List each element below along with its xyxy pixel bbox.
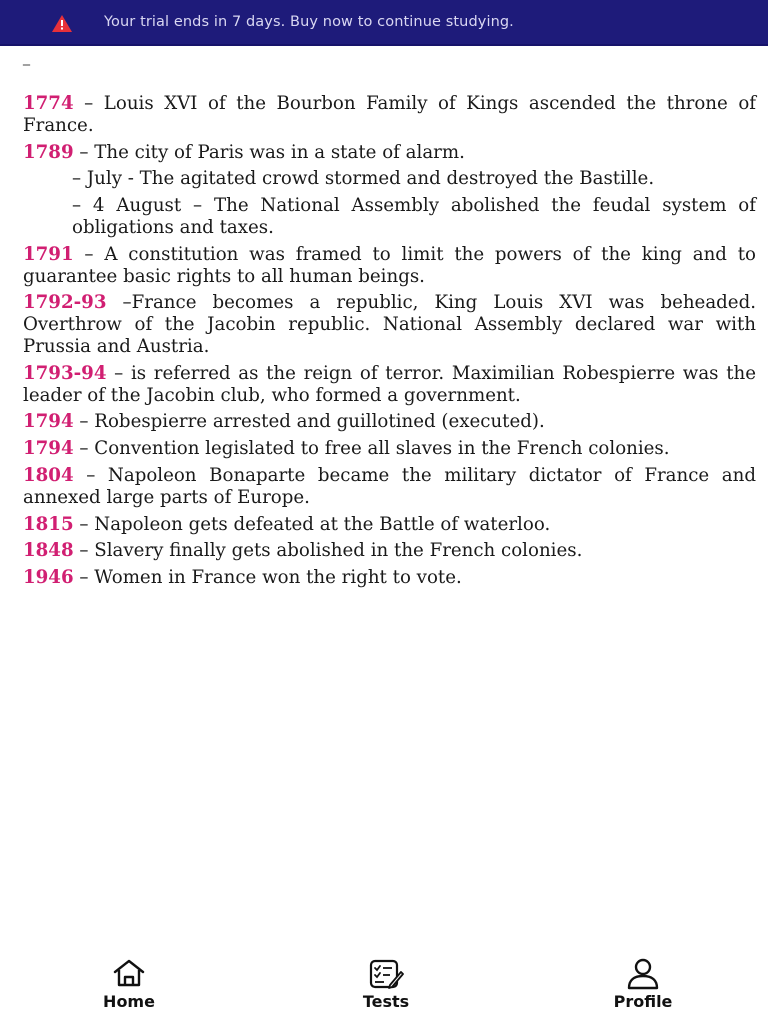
nav-profile-button[interactable] [583, 950, 703, 1022]
entry-year: 1774 [23, 93, 74, 114]
nav-home-label: Home [103, 992, 155, 1011]
entry-text: – Convention legislated to free all slaves in the French colonies. [73, 438, 670, 460]
entry-year: 1815 [23, 513, 74, 535]
timeline-entry [23, 142, 756, 164]
timeline-entry [23, 411, 756, 433]
trial-banner[interactable] [0, 0, 768, 46]
timeline-entry [23, 93, 756, 137]
tests-icon [368, 958, 404, 990]
profile-icon [625, 958, 661, 990]
nav-tests-button[interactable] [326, 950, 446, 1022]
entry-text: – Women in France won the right to vote. [73, 567, 462, 589]
timeline-entry [23, 567, 756, 589]
home-icon [111, 958, 147, 988]
nav-home-button[interactable] [69, 950, 189, 1022]
entry-text: –France becomes a republic, King Louis XVI was beheaded. Overthrow of the Jacobin republic. National Assembly declared war with Prussia and Austria. [23, 292, 756, 357]
entry-year: 1848 [23, 540, 74, 562]
entry-year: 1791 [23, 243, 74, 265]
entry-year: 1804 [23, 464, 74, 486]
separator-dash: _ [23, 50, 30, 66]
warning-icon [52, 15, 72, 32]
timeline-entry [23, 514, 756, 536]
timeline-entry [23, 244, 756, 288]
timeline-entry [23, 465, 756, 509]
entry-year: 1792-93 [23, 292, 107, 314]
entry-text: – is referred as the reign of terror. Maximilian Robespierre was the leader of the Jacobin club, who formed a government. [23, 362, 756, 406]
entry-year: 1794 [23, 411, 74, 433]
entry-year: 1946 [23, 567, 74, 589]
timeline-content [23, 93, 756, 594]
timeline-subentry: – 4 August – The National Assembly abolished the feudal system of obligations and taxes. [72, 195, 756, 238]
entry-text: – Napoleon Bonaparte became the military dictator of France and annexed large parts of Europe. [23, 464, 756, 508]
entry-year: 1793-94 [23, 362, 107, 384]
timeline-subentry: – July - The agitated crowd stormed and destroyed the Bastille. [72, 168, 655, 190]
timeline-entry [23, 540, 756, 562]
entry-year: 1794 [23, 438, 74, 460]
trial-message: Your trial ends in 7 days. Buy now to continue studying. [104, 14, 514, 30]
entry-text: – Slavery finally gets abolished in the French colonies. [73, 540, 583, 562]
entry-text: – Louis XVI of the Bourbon Family of Kings ascended the throne of France. [23, 93, 756, 136]
nav-tests-label: Tests [362, 992, 410, 1011]
timeline-entry [23, 292, 756, 357]
timeline-entry [23, 438, 756, 460]
entry-text: – Robespierre arrested and guillotined (executed). [73, 411, 545, 433]
bottom-navigation [0, 950, 768, 1024]
nav-profile-label: Profile [613, 992, 673, 1011]
entry-text: – Napoleon gets defeated at the Battle of waterloo. [73, 513, 551, 535]
timeline-entry [23, 363, 756, 407]
entry-text: – The city of Paris was in a state of alarm. [73, 141, 465, 163]
entry-year: 1789 [23, 141, 74, 163]
entry-text: – A constitution was framed to limit the powers of the king and to guarantee basic rights to all human beings. [23, 243, 756, 287]
